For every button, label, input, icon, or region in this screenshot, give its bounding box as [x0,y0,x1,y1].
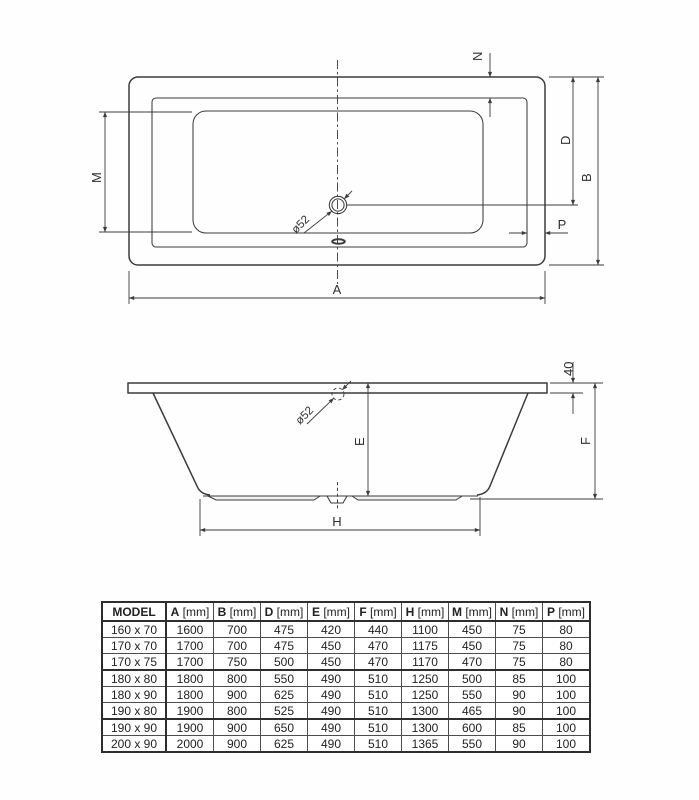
value-cell: 550 [261,670,308,687]
table-row [102,638,590,654]
column-letter: B [217,604,227,619]
value-cell: 450 [308,638,355,654]
table-row [102,736,590,753]
value-cell: 625 [261,736,308,753]
value-cell: 1100 [402,621,449,638]
value-cell: 100 [543,670,591,687]
column-unit: [mm] [323,604,351,619]
tub-inner-ledge [152,98,527,247]
model-cell: 170 x 70 [102,638,166,654]
column-header-p [543,602,591,621]
model-cell: 180 x 90 [102,687,166,703]
value-cell: 700 [214,621,261,638]
value-cell: 525 [261,703,308,720]
value-cell: 800 [214,703,261,720]
value-cell: 800 [214,670,261,687]
value-cell: 750 [214,654,261,671]
drain-leader-upper [344,191,352,199]
value-cell: 75 [496,638,543,654]
value-cell: 625 [261,687,308,703]
column-letter: P [546,604,555,619]
model-cell: 190 x 90 [102,719,166,736]
tub-bottom-outline [193,111,483,233]
value-cell: 510 [355,687,402,703]
value-cell: 470 [355,638,402,654]
value-cell: 80 [543,654,591,671]
value-cell: 450 [449,621,496,638]
value-cell: 490 [308,736,355,753]
value-cell: 490 [308,703,355,720]
value-cell: 900 [214,736,261,753]
column-header-n [496,602,543,621]
value-cell: 90 [496,736,543,753]
spec-table-body [102,621,590,752]
rim-profile [128,383,547,393]
value-cell: 470 [449,654,496,671]
value-cell: 85 [496,670,543,687]
column-unit: [mm] [229,604,257,619]
value-cell: 510 [355,736,402,753]
table-row [102,670,590,687]
column-letter: F [359,604,367,619]
table-row [102,687,590,703]
side-view [128,362,603,536]
left-wall [153,393,210,495]
column-letter: A [170,604,180,619]
value-cell: 1250 [402,670,449,687]
dim-label-n: N [470,51,485,61]
value-cell: 1900 [166,703,214,720]
column-header-d [261,602,308,621]
value-cell: 440 [355,621,402,638]
drain-hole-inner [332,199,344,211]
value-cell: 490 [308,719,355,736]
value-cell: 550 [449,687,496,703]
value-cell: 1365 [402,736,449,753]
dim-label-b: B [579,173,594,182]
value-cell: 490 [308,670,355,687]
top-view [89,52,604,304]
model-cell: 200 x 90 [102,736,166,753]
value-cell: 500 [449,670,496,687]
value-cell: 1800 [166,687,214,703]
model-cell: 180 x 80 [102,670,166,687]
dim-label-h: H [332,514,342,529]
value-cell: 75 [496,621,543,638]
dim-label-m: M [89,172,104,183]
drain-notch [327,496,347,503]
column-header-m [449,602,496,621]
dim-label-f: F [578,437,593,445]
value-cell: 100 [543,687,591,703]
base-pad-right [352,496,462,500]
column-unit: [mm] [511,604,539,619]
value-cell: 75 [496,654,543,671]
dim-label-overflow-diameter: ø52 [293,404,317,428]
value-cell: 2000 [166,736,214,753]
table-row [102,719,590,736]
value-cell: 90 [496,687,543,703]
value-cell: 85 [496,719,543,736]
value-cell: 510 [355,670,402,687]
value-cell: 80 [543,638,591,654]
column-header-h [402,602,449,621]
spec-table [101,601,591,753]
value-cell: 900 [214,719,261,736]
value-cell: 90 [496,703,543,720]
value-cell: 500 [261,654,308,671]
dim-label-e: E [352,437,367,446]
value-cell: 470 [355,654,402,671]
value-cell: 100 [543,703,591,720]
value-cell: 1700 [166,654,214,671]
column-unit: [mm] [182,604,210,619]
column-unit: [mm] [417,604,445,619]
column-letter: N [499,604,509,619]
value-cell: 600 [449,719,496,736]
column-letter: H [405,604,415,619]
value-cell: 80 [543,621,591,638]
value-cell: 1600 [166,621,214,638]
value-cell: 1170 [402,654,449,671]
value-cell: 700 [214,638,261,654]
value-cell: 450 [449,638,496,654]
value-cell: 650 [261,719,308,736]
right-wall [477,393,528,495]
table-row [102,654,590,671]
value-cell: 420 [308,621,355,638]
value-cell: 1250 [402,687,449,703]
column-header-a [166,602,214,621]
dim-label-a: A [332,282,342,297]
column-letter: E [311,604,320,619]
value-cell: 475 [261,638,308,654]
overflow-hole [332,239,345,243]
value-cell: 1300 [402,719,449,736]
value-cell: 1800 [166,670,214,687]
column-letter: M [451,604,462,619]
table-row [102,621,590,638]
dim-label-p: P [557,217,567,232]
table-row [102,703,590,720]
value-cell: 1700 [166,638,214,654]
value-cell: 510 [355,703,402,720]
dim-label-40: 40 [561,361,576,376]
column-header-f [355,602,402,621]
spec-table-header [102,602,590,621]
value-cell: 550 [449,736,496,753]
value-cell: 100 [543,736,591,753]
column-unit: [mm] [370,604,397,619]
value-cell: 510 [355,719,402,736]
value-cell: 1175 [402,638,449,654]
dim-label-drain-diameter: ø52 [289,213,313,237]
value-cell: 475 [261,621,308,638]
value-cell: 900 [214,687,261,703]
value-cell: 490 [308,687,355,703]
model-cell: 160 x 70 [102,621,166,638]
column-header-b [214,602,261,621]
column-header-e [308,602,355,621]
value-cell: 465 [449,703,496,720]
value-cell: 1900 [166,719,214,736]
model-cell: 170 x 75 [102,654,166,671]
dim-label-d: D [558,135,573,145]
column-letter: D [264,604,274,619]
value-cell: 100 [543,719,591,736]
column-unit: [mm] [276,604,304,619]
column-unit: [mm] [465,604,492,619]
column-unit: [mm] [558,604,586,619]
header-row [102,602,590,621]
column-header-model [102,602,166,621]
column-letter: MODEL [112,604,156,619]
value-cell: 1300 [402,703,449,720]
base-pad-left [208,496,320,500]
value-cell: 450 [308,654,355,671]
model-cell: 190 x 80 [102,703,166,720]
